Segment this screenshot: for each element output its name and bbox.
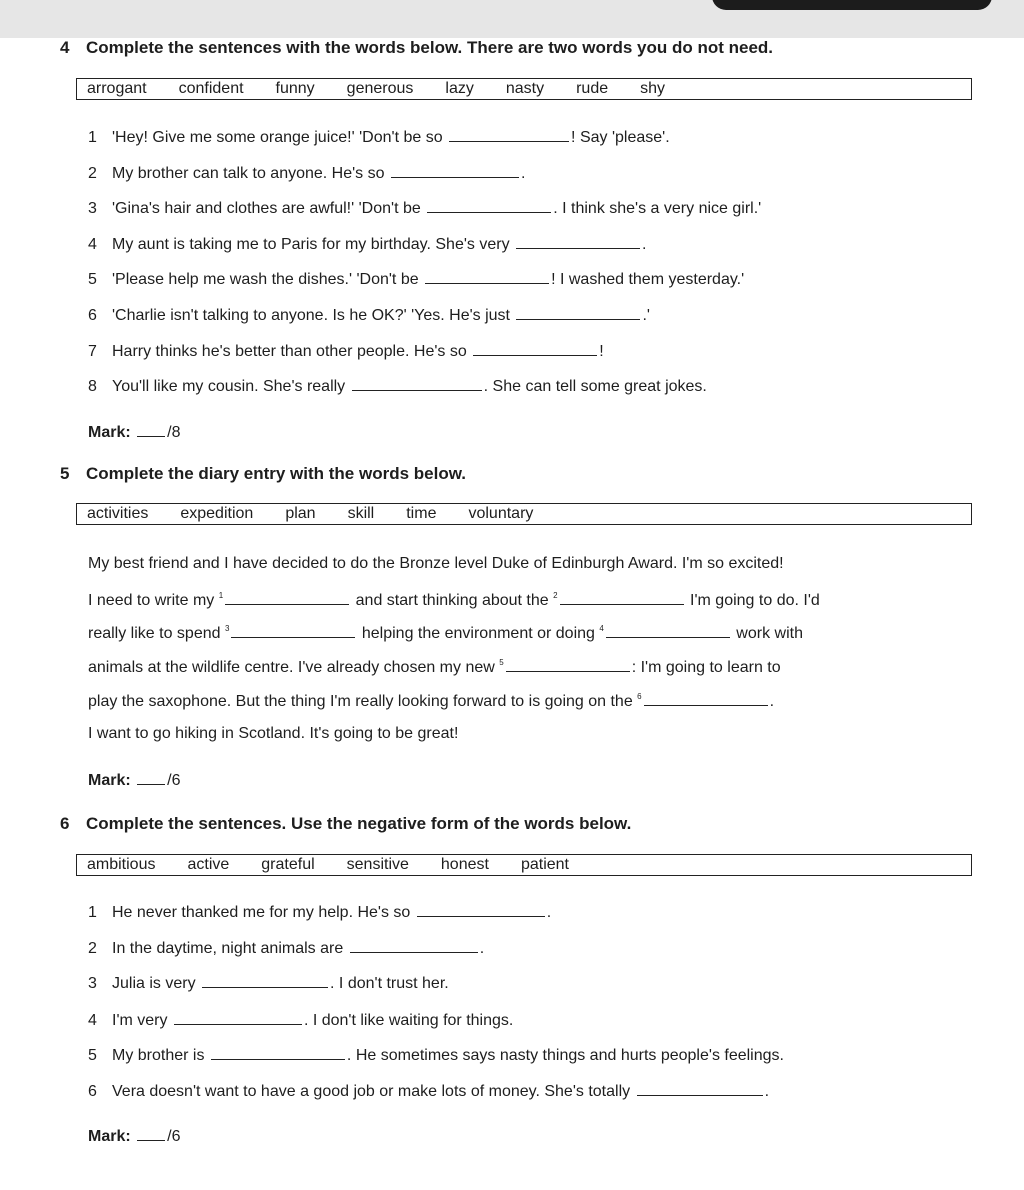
item-text: . (520, 165, 526, 182)
word: nasty (505, 80, 545, 97)
item-text: ! Say 'please'. (571, 129, 670, 146)
item-number: 5 (88, 1047, 97, 1064)
item-number: 6 (88, 307, 97, 324)
item-number: 2 (88, 940, 97, 957)
ex4-heading (60, 38, 773, 58)
ex6-item (88, 973, 449, 993)
mark-blank[interactable] (137, 1128, 165, 1141)
ex4-item (88, 269, 744, 289)
item-number: 6 (88, 1083, 97, 1100)
answer-blank[interactable] (425, 269, 549, 284)
item-text: .' (642, 307, 650, 324)
item-text: He never thanked me for my help. He's so (112, 904, 411, 921)
ex5-instruction: Complete the diary entry with the words below. (86, 464, 467, 483)
item-text: . (479, 940, 485, 957)
mark-label: Mark: (88, 772, 131, 789)
item-text: . I don't trust her. (330, 975, 449, 992)
ex4-item (88, 376, 707, 396)
ex5-mark (88, 772, 180, 790)
word: shy (640, 80, 666, 97)
ex4-item (88, 163, 525, 183)
diary-line (88, 691, 774, 711)
word: activities (87, 505, 149, 522)
word: honest (440, 856, 489, 873)
answer-blank[interactable] (174, 1010, 302, 1025)
ex6-item (88, 1010, 513, 1030)
answer-blank[interactable] (516, 234, 640, 249)
diary-text: My best friend and I have decided to do the Bronze level Duke of Edinburgh Award. I'm so excited! (88, 555, 784, 572)
mark-total: /6 (167, 772, 181, 789)
item-text: In the daytime, night animals are (112, 940, 344, 957)
mark-blank[interactable] (137, 772, 165, 785)
answer-blank[interactable] (350, 938, 478, 953)
ex6-item (88, 1045, 784, 1065)
ex5-word-box (76, 503, 972, 525)
item-text: ! I washed them yesterday.' (551, 271, 745, 288)
gap-number: 6 (637, 692, 642, 701)
ex4-item (88, 234, 646, 254)
item-number: 1 (88, 129, 97, 146)
ex6-item (88, 938, 484, 958)
ex4-item (88, 305, 650, 325)
diary-text: play the saxophone. But the thing I'm really looking forward to is going on the (88, 693, 633, 710)
ex4-number: 4 (60, 38, 70, 57)
gap-number: 5 (499, 658, 504, 667)
ex6-word-box (76, 854, 972, 876)
gap-number: 3 (224, 624, 230, 633)
answer-blank[interactable] (473, 341, 597, 356)
item-text: Julia is very (112, 975, 196, 992)
diary-line (88, 657, 781, 677)
answer-blank[interactable] (506, 657, 630, 672)
answer-blank[interactable] (606, 623, 730, 638)
mark-label: Mark: (88, 1128, 131, 1145)
ex4-mark (88, 424, 180, 442)
answer-blank[interactable] (202, 973, 328, 988)
word: arrogant (87, 80, 147, 97)
item-text: ! (599, 343, 604, 360)
item-text: . She can tell some great jokes. (483, 378, 707, 395)
ex5-heading (60, 464, 466, 484)
item-text: 'Charlie isn't talking to anyone. Is he OK?' 'Yes. He's just (112, 307, 510, 324)
top-bar (0, 0, 1024, 38)
ex6-number: 6 (60, 814, 70, 833)
ex4-item (88, 198, 761, 218)
item-number: 3 (88, 200, 97, 217)
ex6-item (88, 1081, 769, 1101)
item-number: 2 (88, 165, 97, 182)
mark-label: Mark: (88, 424, 131, 441)
gap-number: 1 (218, 591, 224, 600)
word: grateful (261, 856, 315, 873)
item-number: 3 (88, 975, 97, 992)
item-text: Vera doesn't want to have a good job or make lots of money. She's totally (112, 1083, 631, 1100)
word: voluntary (468, 505, 534, 522)
word: rude (576, 80, 609, 97)
diary-text: work with (736, 625, 803, 642)
diary-text: really like to spend (88, 625, 221, 642)
answer-blank[interactable] (560, 590, 684, 605)
item-text: You'll like my cousin. She's really (112, 378, 346, 395)
answer-blank[interactable] (225, 590, 349, 605)
item-number: 1 (88, 904, 97, 921)
diary-text: and start thinking about the (355, 592, 549, 609)
diary-text: animals at the wildlife centre. I've already chosen my new (88, 659, 495, 676)
item-text: My brother is (112, 1047, 205, 1064)
item-text: 'Hey! Give me some orange juice!' 'Don't be so (112, 129, 443, 146)
ex4-item (88, 127, 670, 147)
ex5-number: 5 (60, 464, 70, 483)
item-text: . I don't like waiting for things. (303, 1012, 514, 1029)
diary-line (88, 623, 803, 643)
word: expedition (180, 505, 254, 522)
word: time (406, 505, 437, 522)
answer-blank[interactable] (637, 1081, 763, 1096)
answer-blank[interactable] (211, 1045, 345, 1060)
item-text: My brother can talk to anyone. He's so (112, 165, 385, 182)
word: generous (346, 80, 414, 97)
word: lazy (445, 80, 474, 97)
diary-text: helping the environment or doing (361, 625, 595, 642)
item-text: I'm very (112, 1012, 168, 1029)
gap-number: 4 (599, 624, 604, 633)
mark-blank[interactable] (137, 424, 165, 437)
mark-total: /6 (167, 1128, 181, 1145)
word: ambitious (87, 856, 156, 873)
answer-blank[interactable] (644, 691, 768, 706)
ex6-mark (88, 1128, 180, 1146)
answer-blank[interactable] (417, 902, 545, 917)
item-number: 8 (88, 378, 97, 395)
diary-text: : I'm going to learn to (631, 659, 781, 676)
item-text: Harry thinks he's better than other people. He's so (112, 343, 467, 360)
answer-blank[interactable] (449, 127, 569, 142)
item-text: . (764, 1083, 770, 1100)
answer-blank[interactable] (231, 623, 355, 638)
answer-blank[interactable] (427, 198, 551, 213)
item-text: . (642, 236, 647, 253)
mark-total: /8 (167, 424, 181, 441)
item-number: 4 (88, 236, 97, 253)
diary-text: I'm going to do. I'd (690, 592, 820, 609)
answer-blank[interactable] (352, 376, 482, 391)
answer-blank[interactable] (391, 163, 519, 178)
item-text: My aunt is taking me to Paris for my birthday. She's very (112, 236, 510, 253)
diary-text: . (769, 693, 775, 710)
item-text: . (546, 904, 552, 921)
item-text: 'Gina's hair and clothes are awful!' 'Don't be (112, 200, 421, 217)
item-number: 5 (88, 271, 97, 288)
word: patient (520, 856, 569, 873)
ex6-item (88, 902, 551, 922)
ex4-word-box (76, 78, 972, 100)
item-text: . I think she's a very nice girl.' (553, 200, 762, 217)
word: sensitive (346, 856, 409, 873)
item-text: 'Please help me wash the dishes.' 'Don't be (112, 271, 419, 288)
diary-text: I want to go hiking in Scotland. It's going to be great! (88, 725, 459, 742)
ex4-item (88, 341, 604, 361)
diary-line (88, 555, 784, 573)
word: plan (285, 505, 316, 522)
diary-text: I need to write my (88, 592, 215, 609)
item-number: 7 (88, 343, 97, 360)
diary-line (88, 590, 820, 610)
word: funny (275, 80, 315, 97)
item-text: . He sometimes says nasty things and hurts people's feelings. (346, 1047, 784, 1064)
item-number: 4 (88, 1012, 97, 1029)
word: skill (347, 505, 375, 522)
answer-blank[interactable] (516, 305, 640, 320)
diary-line (88, 725, 458, 743)
word: active (187, 856, 230, 873)
ex6-instruction: Complete the sentences. Use the negative form of the words below. (86, 814, 632, 833)
word: confident (178, 80, 244, 97)
gap-number: 2 (553, 591, 558, 600)
ex4-instruction: Complete the sentences with the words below. There are two words you do not need. (86, 38, 774, 57)
top-overlay (712, 0, 992, 10)
ex6-heading (60, 814, 631, 834)
